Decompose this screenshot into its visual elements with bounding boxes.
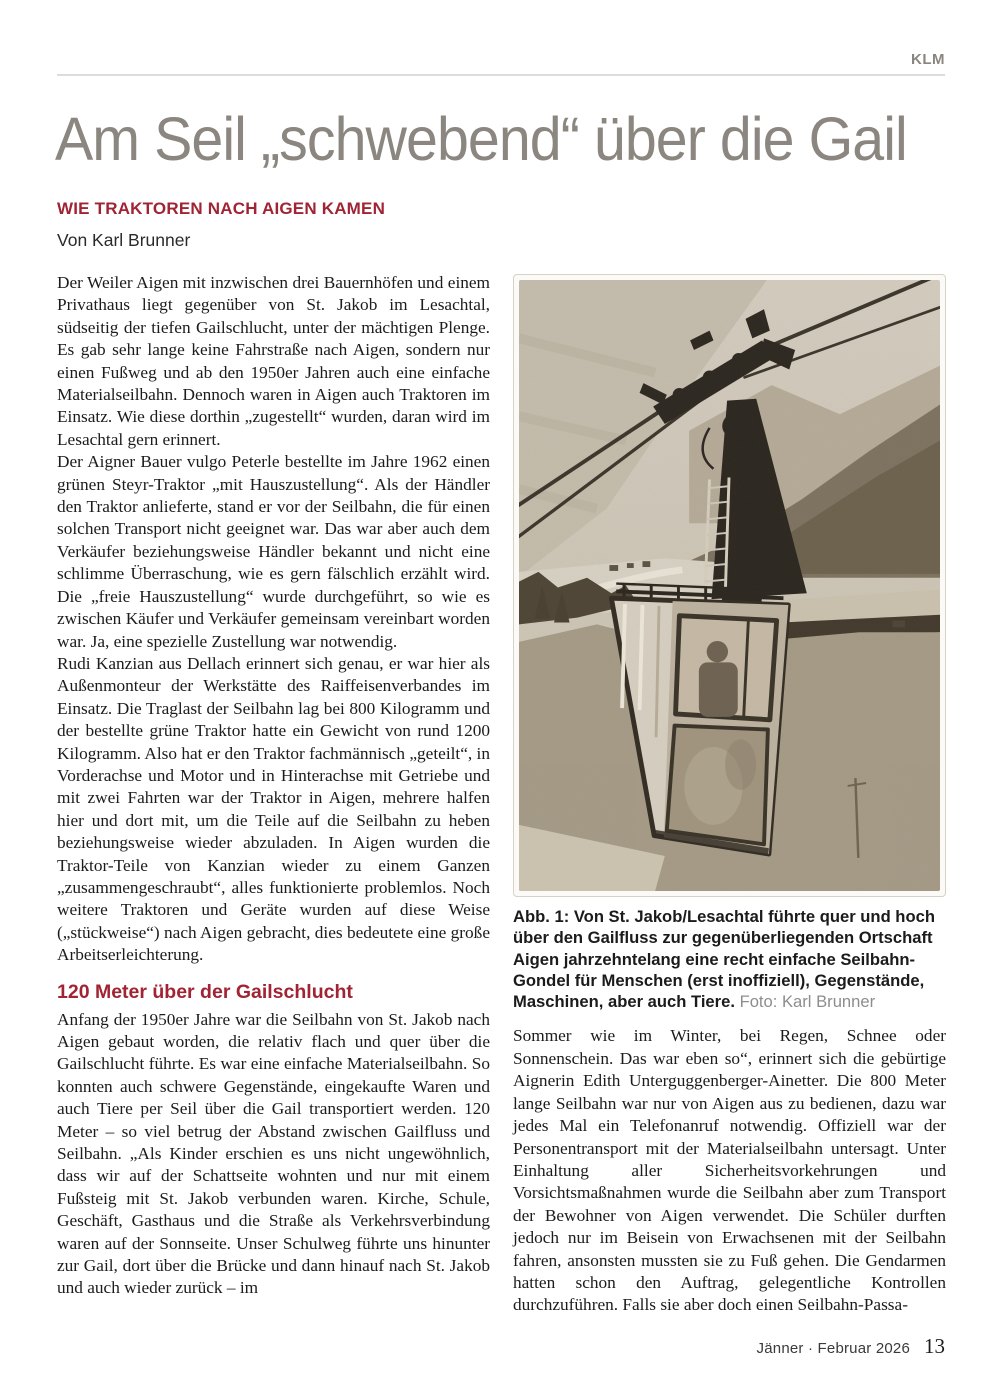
article-kicker: WIE TRAKTOREN NACH AIGEN KAMEN — [57, 199, 386, 218]
body-paragraph: Der Weiler Aigen mit inzwischen drei Bauernhöfen und einem Privathaus liegt gegenüber von St. Jakob im Lesachtal, südseitig der tiefen Gailschlucht, unter der mächtigen Plenge. Es gab sehr lange keine Fahrstraße nach Aigen, sondern nur einen Fußweg und ab den 1950er Jahren auch eine einfache Materialseilbahn. Dennoch waren in Aigen auch Traktoren im Einsatz. Wie diese dorthin „zugestellt“ wurden, daran wird im Lesachtal gern erinnert. — [57, 273, 490, 449]
header-rule — [57, 74, 945, 76]
body-paragraph: Der Aigner Bauer vulgo Peterle bestellte im Jahre 1962 einen grünen Steyr-Traktor „mit Hauszustellung“. Als der Händler den Traktor anlieferte, stand er vor der Seilbahn, die für einen solchen Transport nicht geeignet war. Das war aber auch dem Verkäufer beziehungsweise Händler bekannt und nicht eine schlimme Überraschung, wie es gern fälschlich erzählt wird. Die „freie Hauszustellung“ wurde durchgeführt, so wie es zwischen Käufer und Verkäufer gemeinsam vereinbart worden war. Ja, eine spezielle Zustellung war notwendig. — [57, 452, 490, 651]
page-footer — [757, 1334, 945, 1359]
issue-date: Jänner · Februar 2026 — [756, 1340, 910, 1357]
right-column-text — [513, 1025, 946, 1316]
photo-frame — [513, 274, 946, 897]
caption-credit: Foto: Karl Brunner — [734, 992, 876, 1012]
figure-caption — [513, 906, 946, 1012]
body-paragraph: Sommer wie im Winter, bei Regen, Schnee oder Sonnenschein. Das war eben so“, erinnert sich die gebürtige Aignerin Edith Unterguggenberger-Ainetter. Die 800 Meter lange Seilbahn war nur von Aigen aus zu bedienen, dazu war jedes Mal ein Telefonanruf notwendig. Offiziell war der Personentransport mit der Materialseilbahn untersagt. Unter Einhaltung aller Sicherheitsvorkehrungen und Vorsichtsmaßnahmen wurde die Seilbahn aber zum Transport der Bewohner von Aigen verwendet. Die Schüler durften jedoch nur im Beisein von Erwachsenen mit der Seilbahn fahren, ansonsten mussten sie zu Fuß gehen. Die Gendarmen hatten schon den Auftrag, gelegentliche Kontrollen durchzuführen. Falls sie aber doch einen Seilbahn-Passa- — [513, 1026, 946, 1315]
caption-text: Abb. 1: Von St. Jakob/Lesachtal führte quer und hoch über den Gailfluss zur gegenüberliegenden Ortschaft Aigen jahrzehntelang eine recht einfache Seilbahn-Gondel für Menschen (erst inoffiziell), Gegenstände, Maschinen, aber auch Tiere. — [513, 907, 935, 1012]
article-byline: Von Karl Brunner — [57, 230, 191, 250]
left-column — [57, 272, 490, 1300]
body-paragraph: Anfang der 1950er Jahre war die Seilbahn von St. Jakob nach Aigen gebaut worden, die relativ flach und quer über die Gailschlucht führte. Es war eine einfache Materialseilbahn. So konnten auch schwere Gegenstände, eingekaufte Waren und auch Tiere per Seil über die Gail transportiert werden. 120 Meter – so viel betrug der Abstand zwischen Gailfluss und Seilbahn. „Als Kinder erschien es uns nicht ungewöhnlich, dass wir auf der Schattseite wohnten und nur mit einem Fußsteig mit St. Jakob verbunden waren. Kirche, Schule, Geschäft, Gasthaus und die Straße als Verkehrsverbindung waren auf der Sonnseite. Unser Schulweg führte uns hinunter zur Gail, dort über die Brücke und dann hinauf nach St. Jakob und auch wieder zurück – im — [57, 1009, 490, 1298]
section-heading: 120 Meter über der Gailschlucht — [57, 980, 353, 1003]
magazine-brand: KLM — [911, 51, 945, 68]
right-column — [513, 272, 946, 1317]
page-number: 13 — [924, 1334, 945, 1358]
cablecar-photo — [519, 280, 940, 891]
page-title: Am Seil „schwebend“ über die Gail — [55, 105, 907, 173]
figure-1 — [513, 274, 946, 1012]
body-paragraph: Rudi Kanzian aus Dellach erinnert sich genau, er war hier als Außenmonteur der Werkstätte des Raiffeisenverbandes im Einsatz. Die Traglast der Seilbahn lag bei 800 Kilogramm und der bestellte grüne Traktor hatte ein Gewicht von rund 1200 Kilogramm. Also hat er den Traktor fachmännisch „geteilt“, in Vorderachse und Motor und in Hinterachse mit Getriebe und mit zwei Fahrten war der Traktor in Aigen, mehrere halfen hier und dort mit, um die Teile auf die Seilbahn zu heben beziehungsweise wieder abzuladen. In Aigen wurden die Traktor-Teile von Kanzian wieder zu einem Ganzen „zusammengeschraubt“, alles funktionierte problemlos. Noch weitere Traktoren und Geräte wurden auf diese Weise („stückweise“) nach Aigen gebracht, dies bedeutete eine große Arbeitserleichterung. — [57, 653, 490, 965]
